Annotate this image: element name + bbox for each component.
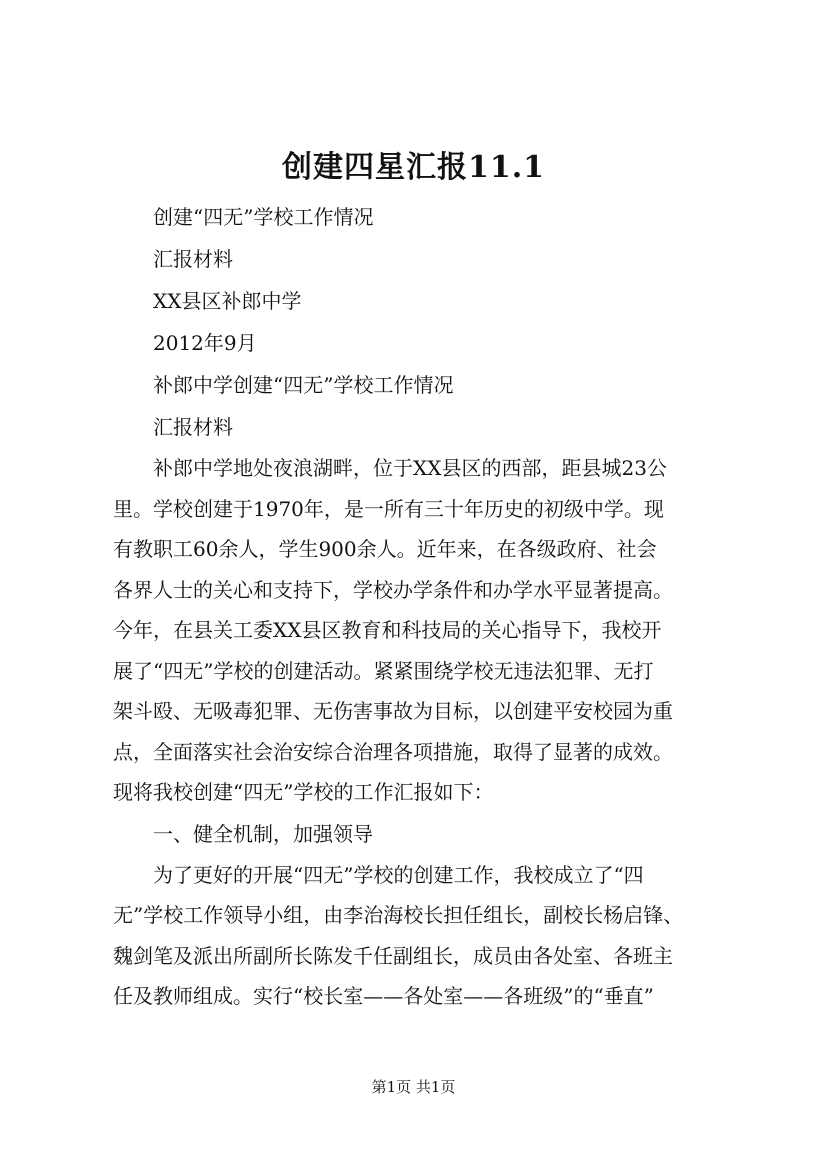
paragraph-row: 无”学校工作领导小组，由李治海校长担任组长，副校长杨启锋、 — [113, 903, 684, 927]
section-heading: 一、健全机制，加强领导 — [153, 821, 373, 846]
paragraph-intro — [113, 448, 773, 813]
paragraph-row: 架斗殴、无吸毒犯罪、无伤害事故为目标，以创建平安校园为重 — [113, 699, 673, 723]
paragraph-row: 魏剑笔及派出所副所长陈发千任副组长，成员由各处室、各班主 — [113, 943, 673, 968]
header-line: 汇报材料 — [153, 247, 233, 271]
paragraph-row: 有教职工60余人，学生900余人。近年来，在各级政府、社会 — [113, 537, 657, 561]
paragraph-row: 补郎中学地处夜浪湖畔，位于XX县区的西部，距县城23公 — [153, 456, 667, 480]
paragraph-row: 现将我校创建“四无”学校的工作汇报如下： — [113, 780, 494, 804]
paragraph-row: 点，全面落实社会治安综合治理各项措施，取得了显著的成效。 — [113, 739, 673, 764]
header-line: 汇报材料 — [153, 415, 233, 439]
header-line: XX县区补郎中学 — [153, 289, 302, 313]
document-body — [113, 196, 773, 1017]
paragraph-row: 各界人士的关心和支持下，学校办学条件和办学水平显著提高。 — [113, 577, 673, 602]
paragraph-row: 为了更好的开展“四无”学校的创建工作，我校成立了“四 — [153, 862, 644, 887]
header-line: 2012年9月 — [153, 331, 257, 355]
paragraph-row: 里。学校创建于1970年，是一所有三十年历史的初级中学。现 — [113, 496, 664, 521]
paragraph-row: 展了“四无”学校的创建活动。紧紧围绕学校无违法犯罪、无打 — [113, 658, 654, 683]
document-title: 创建四星汇报11.1 — [281, 150, 546, 185]
header-line: 补郎中学创建“四无”学校工作情况 — [153, 373, 454, 397]
page-footer: 第1页 共1页 — [371, 1078, 456, 1096]
paragraph-row: 任及教师组成。实行“校长室——各处室——各班级”的“垂直” — [113, 984, 654, 1008]
header-line: 创建“四无”学校工作情况 — [153, 205, 374, 229]
paragraph-row: 今年，在县关工委XX县区教育和科技局的关心指导下，我校开 — [113, 618, 662, 642]
paragraph-section1 — [113, 855, 773, 1017]
